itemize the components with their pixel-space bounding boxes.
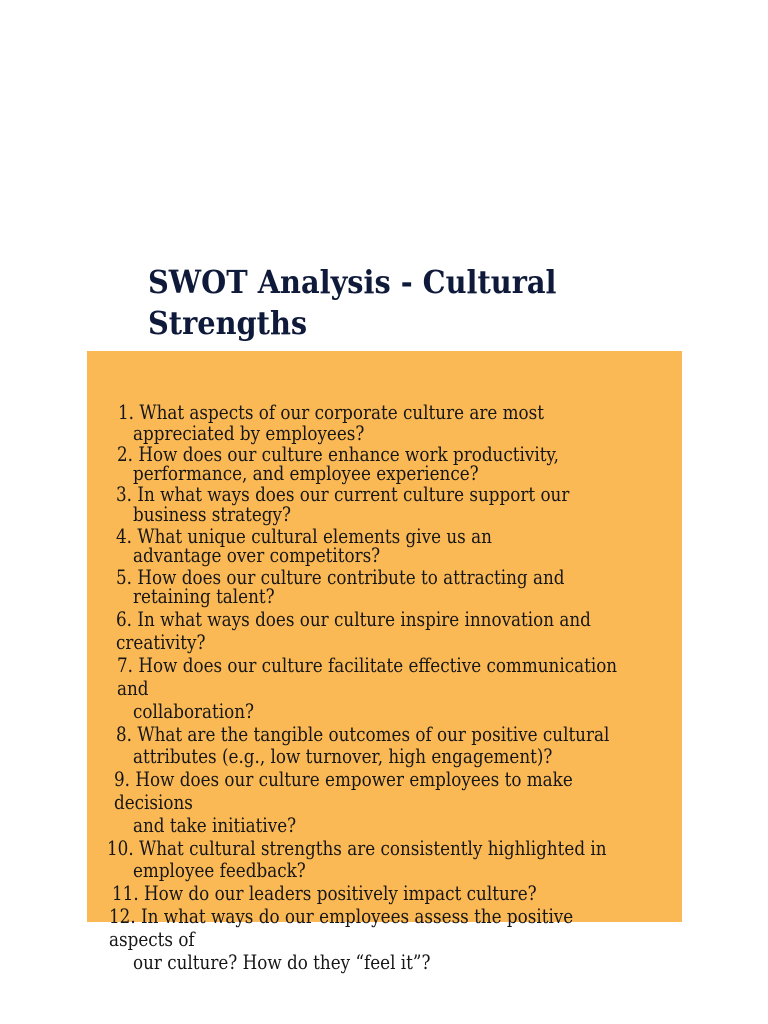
question-7-line-2: and xyxy=(117,677,149,700)
question-10-line-2: employee feedback? xyxy=(133,859,306,882)
question-2-line-2: performance, and employee experience? xyxy=(133,462,479,485)
question-7-line-3: collaboration? xyxy=(133,700,255,723)
question-4-line-1: 4. What unique cultural elements give us an xyxy=(116,525,492,548)
question-12-line-2: aspects of xyxy=(109,928,195,951)
question-6-line-2: creativity? xyxy=(116,631,206,654)
page-title: SWOT Analysis - Cultural Strengths xyxy=(148,263,557,342)
question-5-line-2: retaining talent? xyxy=(133,585,275,608)
question-11-line-1: 11. How do our leaders positively impact culture? xyxy=(112,882,537,905)
question-1-line-2: appreciated by employees? xyxy=(133,422,365,445)
question-6-line-1: 6. In what ways does our culture inspire innovation and xyxy=(116,608,591,631)
question-8-line-2: attributes (e.g., low turnover, high engagement)? xyxy=(133,745,553,768)
question-9-line-3: and take initiative? xyxy=(133,814,297,837)
question-10-line-1: 10. What cultural strengths are consistently highlighted in xyxy=(107,837,607,860)
question-12-line-1: 12. In what ways do our employees assess the positive xyxy=(109,905,574,928)
question-5-line-1: 5. How does our culture contribute to attracting and xyxy=(116,566,565,589)
question-1-line-1: 1. What aspects of our corporate culture are most xyxy=(118,401,544,424)
question-3-line-2: business strategy? xyxy=(133,503,291,526)
question-3-line-1: 3. In what ways does our current culture support our xyxy=(116,483,570,506)
question-9-line-1: 9. How does our culture empower employees to make xyxy=(114,768,573,791)
question-2-line-1: 2. How does our culture enhance work productivity, xyxy=(117,443,560,466)
question-12-line-3: our culture? How do they “feel it”? xyxy=(133,951,431,974)
question-7-line-1: 7. How does our culture facilitate effective communication xyxy=(117,654,618,677)
question-9-line-2: decisions xyxy=(114,791,193,814)
question-4-line-2: advantage over competitors? xyxy=(133,544,381,567)
question-8-line-1: 8. What are the tangible outcomes of our positive cultural xyxy=(116,723,610,746)
